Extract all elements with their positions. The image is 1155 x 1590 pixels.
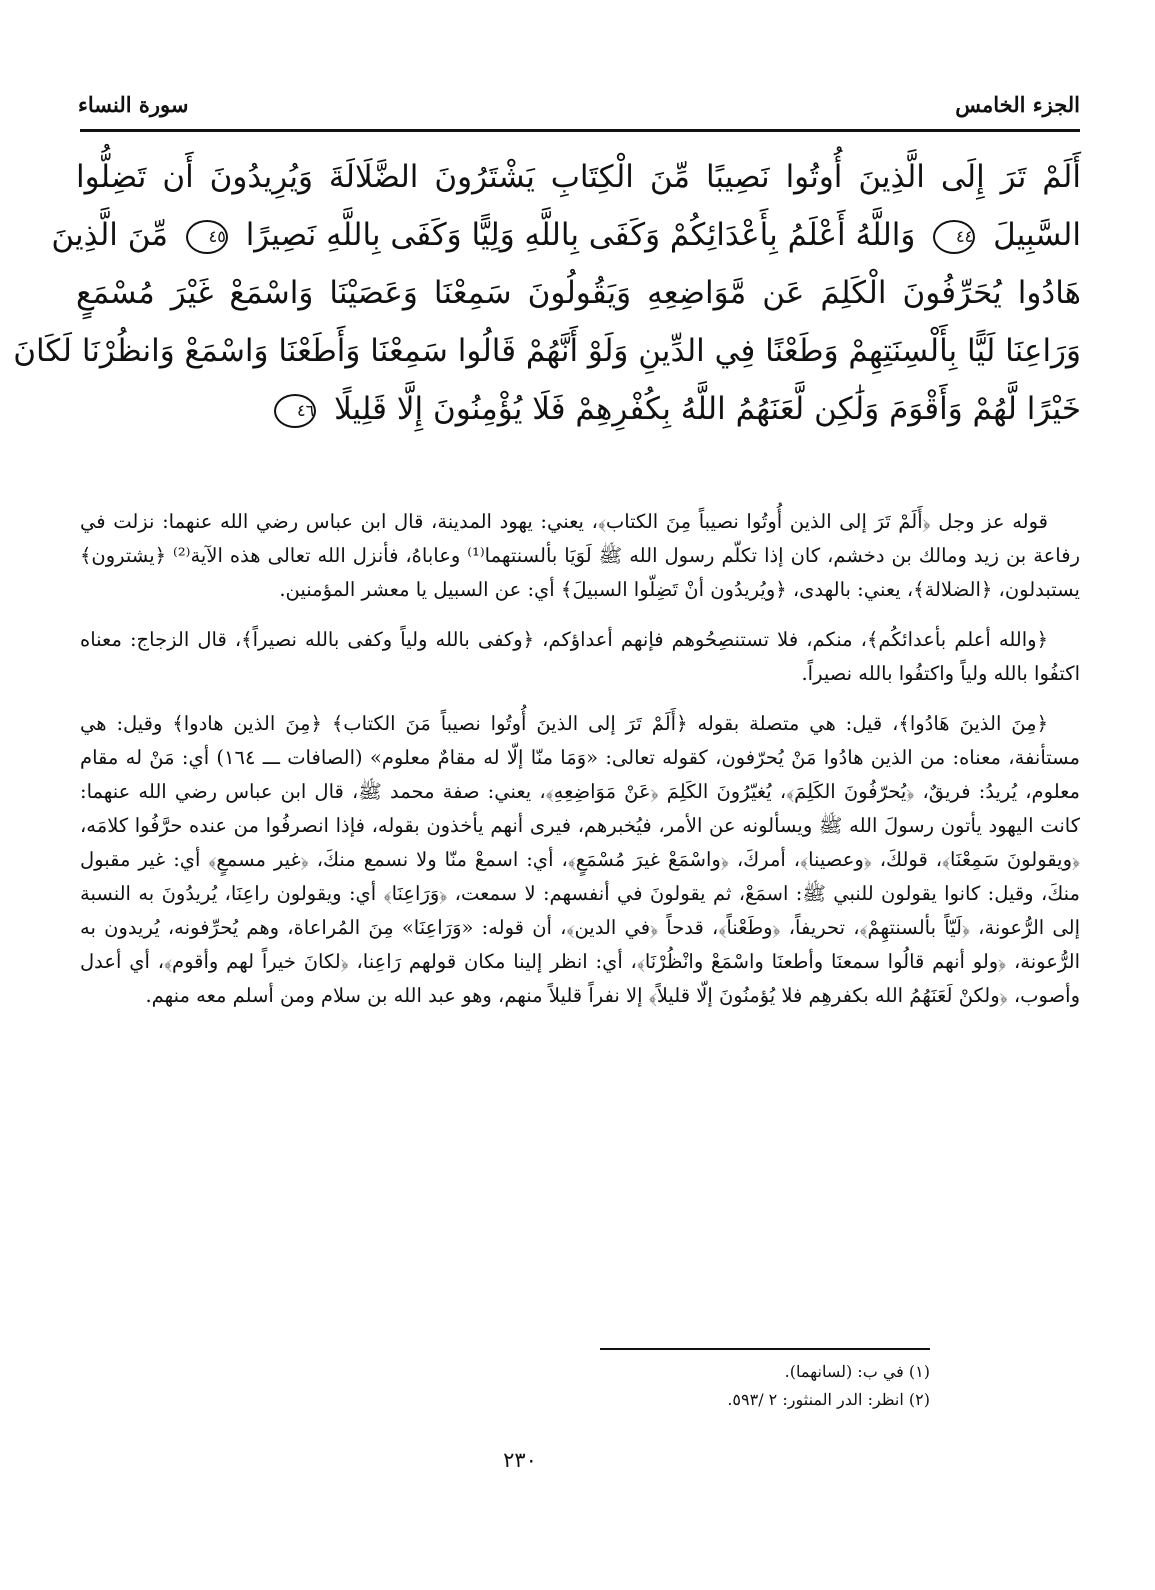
verse-line-2 bbox=[51, 206, 1081, 264]
verse-number-marker: ٤٥ bbox=[186, 220, 228, 254]
verse-line-5 bbox=[76, 380, 1081, 438]
quran-verses bbox=[13, 148, 1081, 478]
verse-line-4: وَرَاعِنَا لَيًّا بِأَلْسِنَتِهِمْ وَطَعْنًا فِي الدِّينِ وَلَوْ أَنَّهُمْ قَالُوا سَمِعْنَا وَأَطَعْنَا وَاسْمَعْ وَانظُرْنَا لَكَانَ bbox=[13, 333, 1081, 369]
header-divider bbox=[80, 129, 1080, 132]
footnote-2: (٢) انظر: الدر المنثور: ٢ /٥٩٣. bbox=[727, 1390, 930, 1409]
verse-text: خَيْرًا لَّهُمْ وَأَقْوَمَ وَلَٰكِن لَّعَنَهُمُ اللَّهُ بِكُفْرِهِمْ فَلَا يُؤْمِنُونَ إِلَّا قَلِيلًا bbox=[334, 391, 1081, 427]
verse-text: السَّبِيلَ bbox=[993, 217, 1081, 253]
verse-text: مِّنَ الَّذِينَ bbox=[51, 217, 168, 253]
verse-text: وَاللَّهُ أَعْلَمُ بِأَعْدَائِكُمْ وَكَفَى بِاللَّهِ وَلِيًّا وَكَفَى بِاللَّهِ نَصِيرًا bbox=[245, 217, 916, 253]
juz-title: الجزء الخامس bbox=[955, 92, 1080, 117]
verse-line-1: أَلَمْ تَرَ إِلَى الَّذِينَ أُوتُوا نَصِيبًا مِّنَ الْكِتَابِ يَشْتَرُونَ الضَّلَالَةَ وَيُرِيدُونَ أَن تَضِلُّوا bbox=[76, 159, 1081, 195]
tafsir-commentary bbox=[80, 505, 1080, 1029]
commentary-paragraph-3: ﴿مِنَ الذينَ هَادُوا﴾، قيل: هي متصلة بقوله ﴿أَلَمْ تَرَ إلى الذينَ أُوتُوا نصيباً مَنَ الكتاب﴾ ﴿مِنَ الذين هادوا﴾ وقيل: هي مستأنفة، معناه: من الذين هادُوا مَنْ يُحرّفون، كقوله تعالى: «وَمَا منّا إلّا له مقامٌ معلوم» (الصافات ـــ ١٦٤) أي: مَنْ له مقام معلوم، يُريدُ: فريقٌ، ﴿يُحرّفُونَ الكَلِمَ﴾، يُغيّرُونَ الكَلِمَ ﴿عَنْ مَوَاضِعِهِ﴾، يعني: صفة محمد ﷺ، قال ابن عباس رضي الله عنهما: كانت اليهود يأتون رسولَ الله ﷺ ويسألونه عن الأمر، فيُخبرهم، فيرى أنهم يأخذون بقوله، فإذا انصرفُوا من عنده حرَّفُوا كلامَه، ﴿ويقولونَ سَمِعْنَا﴾، قولكَ، ﴿وعصينا﴾، أمركَ، ﴿واسْمَعْ غيرَ مُسْمَعٍ﴾، أي: اسمعْ منّا ولا نسمع منكَ، ﴿غير مسمعٍ﴾ أي: غير مقبول منكَ، وقيل: كانوا يقولون للنبي ﷺ: اسمَعْ، ثم يقولونَ في أنفسهم: لا سمعت، ﴿وَرَاعِنَا﴾ أي: ويقولون راعِنَا، يُريدُونَ به النسبة إلى الرُّعونة، ﴿لَيّاً بألسنتهِمْ﴾، تحريفاً، ﴿وطَعْناً﴾، قدحاً ﴿في الدين﴾، أن قوله: «وَرَاعِنَا» مِنَ المُراعاة، وهم يُحرِّفونه، يُريدون به الرُّعونة، ﴿ولو أنهم قالُوا سمعنَا وأطعنَا واسْمَعْ وانْظُرْنَا﴾، أي: انظر إلينا مكان قولهم رَاعِنا، ﴿لكانَ خيراً لهم وأقوم﴾، أي أعدل وأصوب، ﴿ولكنْ لَعَنَهُمُ الله بكفرهِم فلا يُؤمنُونَ إلّا قليلاً﴾ إلا نفراً قليلاً منهم، وهو عبد الله بن سلام ومن أسلم معه منهم. bbox=[80, 712, 1081, 1007]
surah-title: سورة النساء bbox=[78, 92, 189, 117]
footnotes bbox=[600, 1358, 930, 1414]
commentary-paragraph-2: ﴿والله أعلم بأعدائكُم﴾، منكم، فلا تستنصِحُوهم فإنهم أعداؤكم، ﴿وكفى بالله ولياً وكفى بالله نصيراً﴾، قال الزجاج: معناه اكتفُوا بالله ولياً واكتفُوا بالله نصيراً. bbox=[80, 628, 1080, 685]
page-number: ٢٣٠ bbox=[503, 1448, 537, 1472]
verse-number-marker: ٤٤ bbox=[933, 220, 975, 254]
running-header bbox=[78, 92, 1080, 128]
commentary-paragraph-1: قوله عز وجل ﴿أَلَمْ تَرَ إلى الذين أُوتُوا نصيباً مِنَ الكتاب﴾، يعني: يهود المدينة، قال ابن عباس رضي الله عنهما: نزلت في رفاعة بن زيد ومالك بن دخشم، كان إذا تكلّم رسول الله ﷺ لَوَيَا بألسنتهما⁽¹⁾ وعاباهُ، فأنزل الله تعالى هذه الآية⁽²⁾ ﴿يشترون﴾ يستبدلون، ﴿الضلالة﴾، يعني: بالهدى، ﴿ويُريدُون أنْ تَضِلّوا السبيلَ﴾ أي: عن السبيل يا معشر المؤمنين. bbox=[80, 510, 1080, 601]
footnote-divider bbox=[600, 1348, 930, 1350]
verse-number-marker: ٤٦ bbox=[274, 394, 316, 428]
footnote-1: (١) في ب: (لسانهما). bbox=[784, 1362, 930, 1381]
verse-line-3: هَادُوا يُحَرِّفُونَ الْكَلِمَ عَن مَّوَاضِعِهِ وَيَقُولُونَ سَمِعْنَا وَعَصَيْنَا وَاسْمَعْ غَيْرَ مُسْمَعٍ bbox=[76, 275, 1081, 311]
